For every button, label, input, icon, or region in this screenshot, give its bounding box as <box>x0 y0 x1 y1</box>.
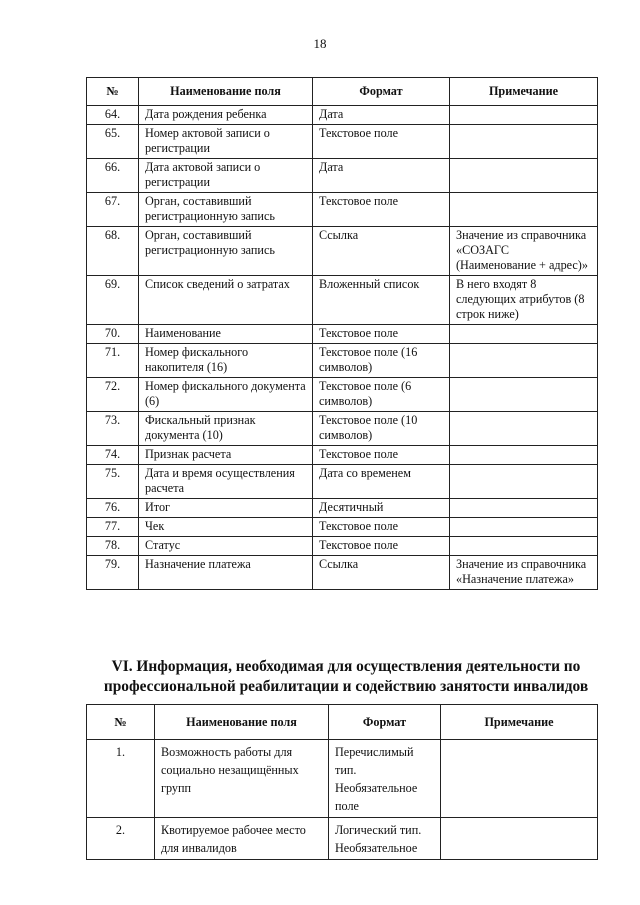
field-name: Дата и время осуществления расчета <box>139 465 313 499</box>
field-note <box>450 325 598 344</box>
field-note <box>450 106 598 125</box>
row-number: 76. <box>87 499 139 518</box>
field-note <box>450 125 598 159</box>
field-note <box>450 518 598 537</box>
row-number: 64. <box>87 106 139 125</box>
fields-table-1 <box>86 77 598 590</box>
field-note: Значение из справочника «Назначение платежа» <box>450 556 598 590</box>
field-format: Логический тип. Необязательное <box>329 818 441 860</box>
row-number: 72. <box>87 378 139 412</box>
row-number: 75. <box>87 465 139 499</box>
table-row <box>87 537 598 556</box>
field-name: Итог <box>139 499 313 518</box>
header-number: № <box>87 705 155 740</box>
header-format: Формат <box>329 705 441 740</box>
table-row <box>87 106 598 125</box>
table-row <box>87 344 598 378</box>
header-field-name: Наименование поля <box>155 705 329 740</box>
field-format: Текстовое поле <box>313 125 450 159</box>
field-format: Дата со временем <box>313 465 450 499</box>
field-note <box>450 537 598 556</box>
row-number: 74. <box>87 446 139 465</box>
field-format: Текстовое поле <box>313 325 450 344</box>
field-note <box>441 818 598 860</box>
table-row <box>87 276 598 325</box>
field-format: Текстовое поле (6 символов) <box>313 378 450 412</box>
table-row <box>87 446 598 465</box>
field-name: Признак расчета <box>139 446 313 465</box>
field-format: Текстовое поле (10 символов) <box>313 412 450 446</box>
field-note: Значение из справочника «СОЗАГС (Наименование + адрес)» <box>450 227 598 276</box>
field-name: Фискальный признак документа (10) <box>139 412 313 446</box>
field-name: Статус <box>139 537 313 556</box>
field-format: Десятичный <box>313 499 450 518</box>
fields-table-2 <box>86 704 598 860</box>
table-row <box>87 227 598 276</box>
field-note <box>450 159 598 193</box>
field-name: Назначение платежа <box>139 556 313 590</box>
row-number: 65. <box>87 125 139 159</box>
table-row <box>87 159 598 193</box>
field-name: Дата рождения ребенка <box>139 106 313 125</box>
row-number: 78. <box>87 537 139 556</box>
field-note <box>441 740 598 818</box>
field-format: Текстовое поле <box>313 518 450 537</box>
field-format: Ссылка <box>313 556 450 590</box>
table-row <box>87 412 598 446</box>
table-row <box>87 325 598 344</box>
field-format: Ссылка <box>313 227 450 276</box>
table-header-row <box>87 705 598 740</box>
table-row <box>87 499 598 518</box>
page-number: 18 <box>313 36 327 51</box>
field-name: Орган, составивший регистрационную запись <box>139 227 313 276</box>
field-format: Текстовое поле (16 символов) <box>313 344 450 378</box>
field-name: Дата актовой записи о регистрации <box>139 159 313 193</box>
field-note <box>450 193 598 227</box>
field-name: Номер актовой записи о регистрации <box>139 125 313 159</box>
field-note: В него входят 8 следующих атрибутов (8 строк ниже) <box>450 276 598 325</box>
field-note <box>450 465 598 499</box>
table-row <box>87 556 598 590</box>
field-format: Дата <box>313 159 450 193</box>
table-row <box>87 378 598 412</box>
header-note: Примечание <box>441 705 598 740</box>
row-number: 66. <box>87 159 139 193</box>
field-name: Номер фискального накопителя (16) <box>139 344 313 378</box>
row-number: 70. <box>87 325 139 344</box>
field-name: Возможность работы для социально незащищённых групп <box>155 740 329 818</box>
row-number: 2. <box>87 818 155 860</box>
field-format: Вложенный список <box>313 276 450 325</box>
field-note <box>450 378 598 412</box>
field-format: Текстовое поле <box>313 446 450 465</box>
field-format: Дата <box>313 106 450 125</box>
table-header-row <box>87 78 598 106</box>
field-format: Текстовое поле <box>313 193 450 227</box>
table-row <box>87 518 598 537</box>
field-name: Номер фискального документа (6) <box>139 378 313 412</box>
row-number: 69. <box>87 276 139 325</box>
field-name: Список сведений о затратах <box>139 276 313 325</box>
table-row <box>87 818 598 860</box>
table-row <box>87 465 598 499</box>
row-number: 67. <box>87 193 139 227</box>
row-number: 73. <box>87 412 139 446</box>
header-format: Формат <box>313 78 450 106</box>
table-row <box>87 193 598 227</box>
row-number: 71. <box>87 344 139 378</box>
field-note <box>450 412 598 446</box>
section-title: VI. Информация, необходимая для осуществления деятельности по профессиональной реабилитации и содействию занятости инвалидов <box>103 658 589 695</box>
field-name: Наименование <box>139 325 313 344</box>
field-name: Квотируемое рабочее место для инвалидов <box>155 818 329 860</box>
table-row <box>87 740 598 818</box>
header-field-name: Наименование поля <box>139 78 313 106</box>
field-name: Чек <box>139 518 313 537</box>
field-name: Орган, составивший регистрационную запись <box>139 193 313 227</box>
row-number: 77. <box>87 518 139 537</box>
header-number: № <box>87 78 139 106</box>
field-note <box>450 499 598 518</box>
row-number: 68. <box>87 227 139 276</box>
field-note <box>450 344 598 378</box>
field-format: Текстовое поле <box>313 537 450 556</box>
table-row <box>87 125 598 159</box>
row-number: 1. <box>87 740 155 818</box>
row-number: 79. <box>87 556 139 590</box>
field-note <box>450 446 598 465</box>
header-note: Примечание <box>450 78 598 106</box>
field-format: Перечислимый тип. Необязательное поле <box>329 740 441 818</box>
